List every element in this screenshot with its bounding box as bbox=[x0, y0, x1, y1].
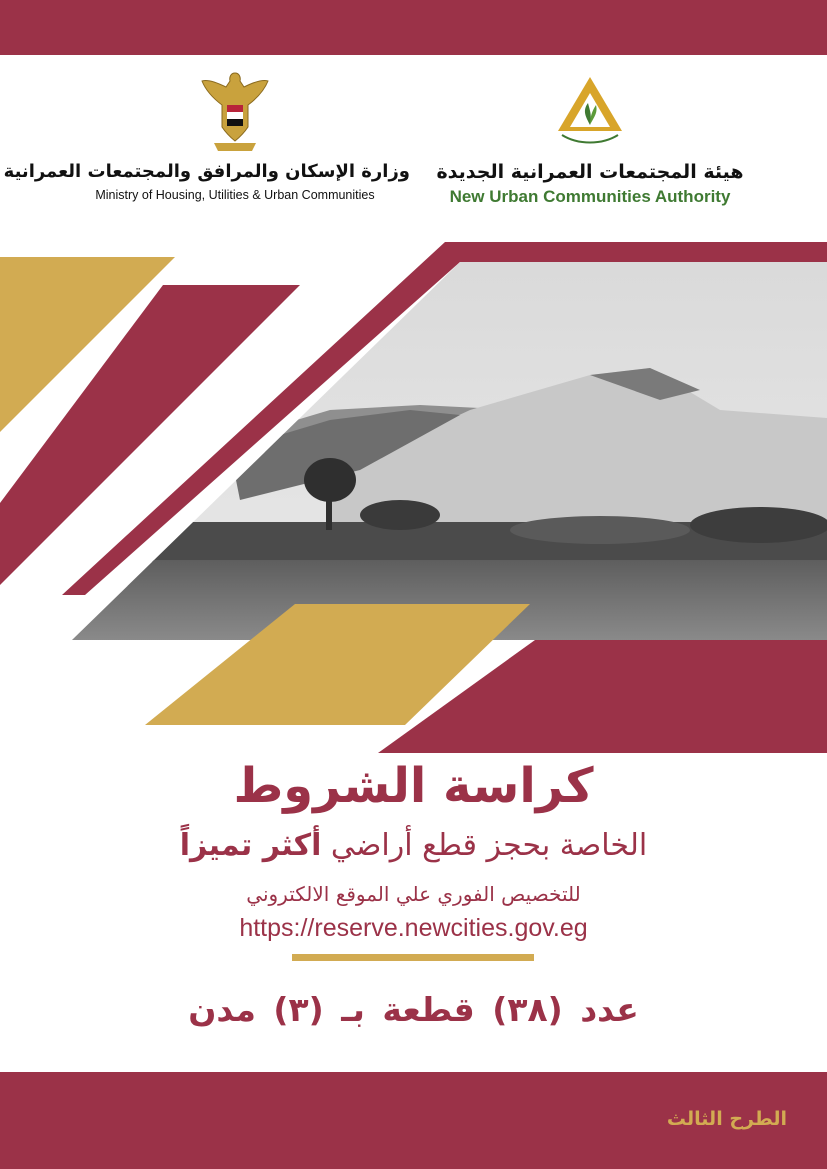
subtitle bbox=[0, 828, 827, 863]
plots-count: عدد (٣٨) قطعة بـ (٣) مدن bbox=[188, 990, 639, 1029]
ministry-block bbox=[3, 65, 410, 202]
online-allocation-text: للتخصيص الفوري علي الموقع الالكتروني bbox=[246, 882, 581, 906]
gold-divider bbox=[292, 954, 534, 961]
authority-triangle-logo-icon bbox=[550, 65, 630, 155]
subtitle-regular: الخاصة بحجز قطع أراضي bbox=[330, 828, 648, 863]
edition-label: الطرح الثالث bbox=[666, 1108, 787, 1130]
website-link[interactable]: https://reserve.newcities.gov.eg bbox=[239, 914, 588, 942]
authority-name-ar: هيئة المجتمعات العمرانية الجديدة bbox=[436, 161, 744, 183]
ministry-name-en: Ministry of Housing, Utilities & Urban Communities bbox=[95, 188, 375, 202]
top-band bbox=[0, 0, 827, 55]
ministry-name-ar: وزارة الإسكان والمرافق والمجتمعات العمرانية bbox=[3, 161, 410, 182]
eagle-emblem-icon bbox=[200, 65, 270, 155]
authority-name-en: New Urban Communities Authority bbox=[449, 187, 731, 206]
cover-graphic bbox=[0, 240, 827, 760]
subtitle-bold: أكثر تميزاً bbox=[179, 828, 322, 863]
authority-block bbox=[420, 65, 760, 207]
page-title: كراسة الشروط bbox=[233, 758, 594, 814]
